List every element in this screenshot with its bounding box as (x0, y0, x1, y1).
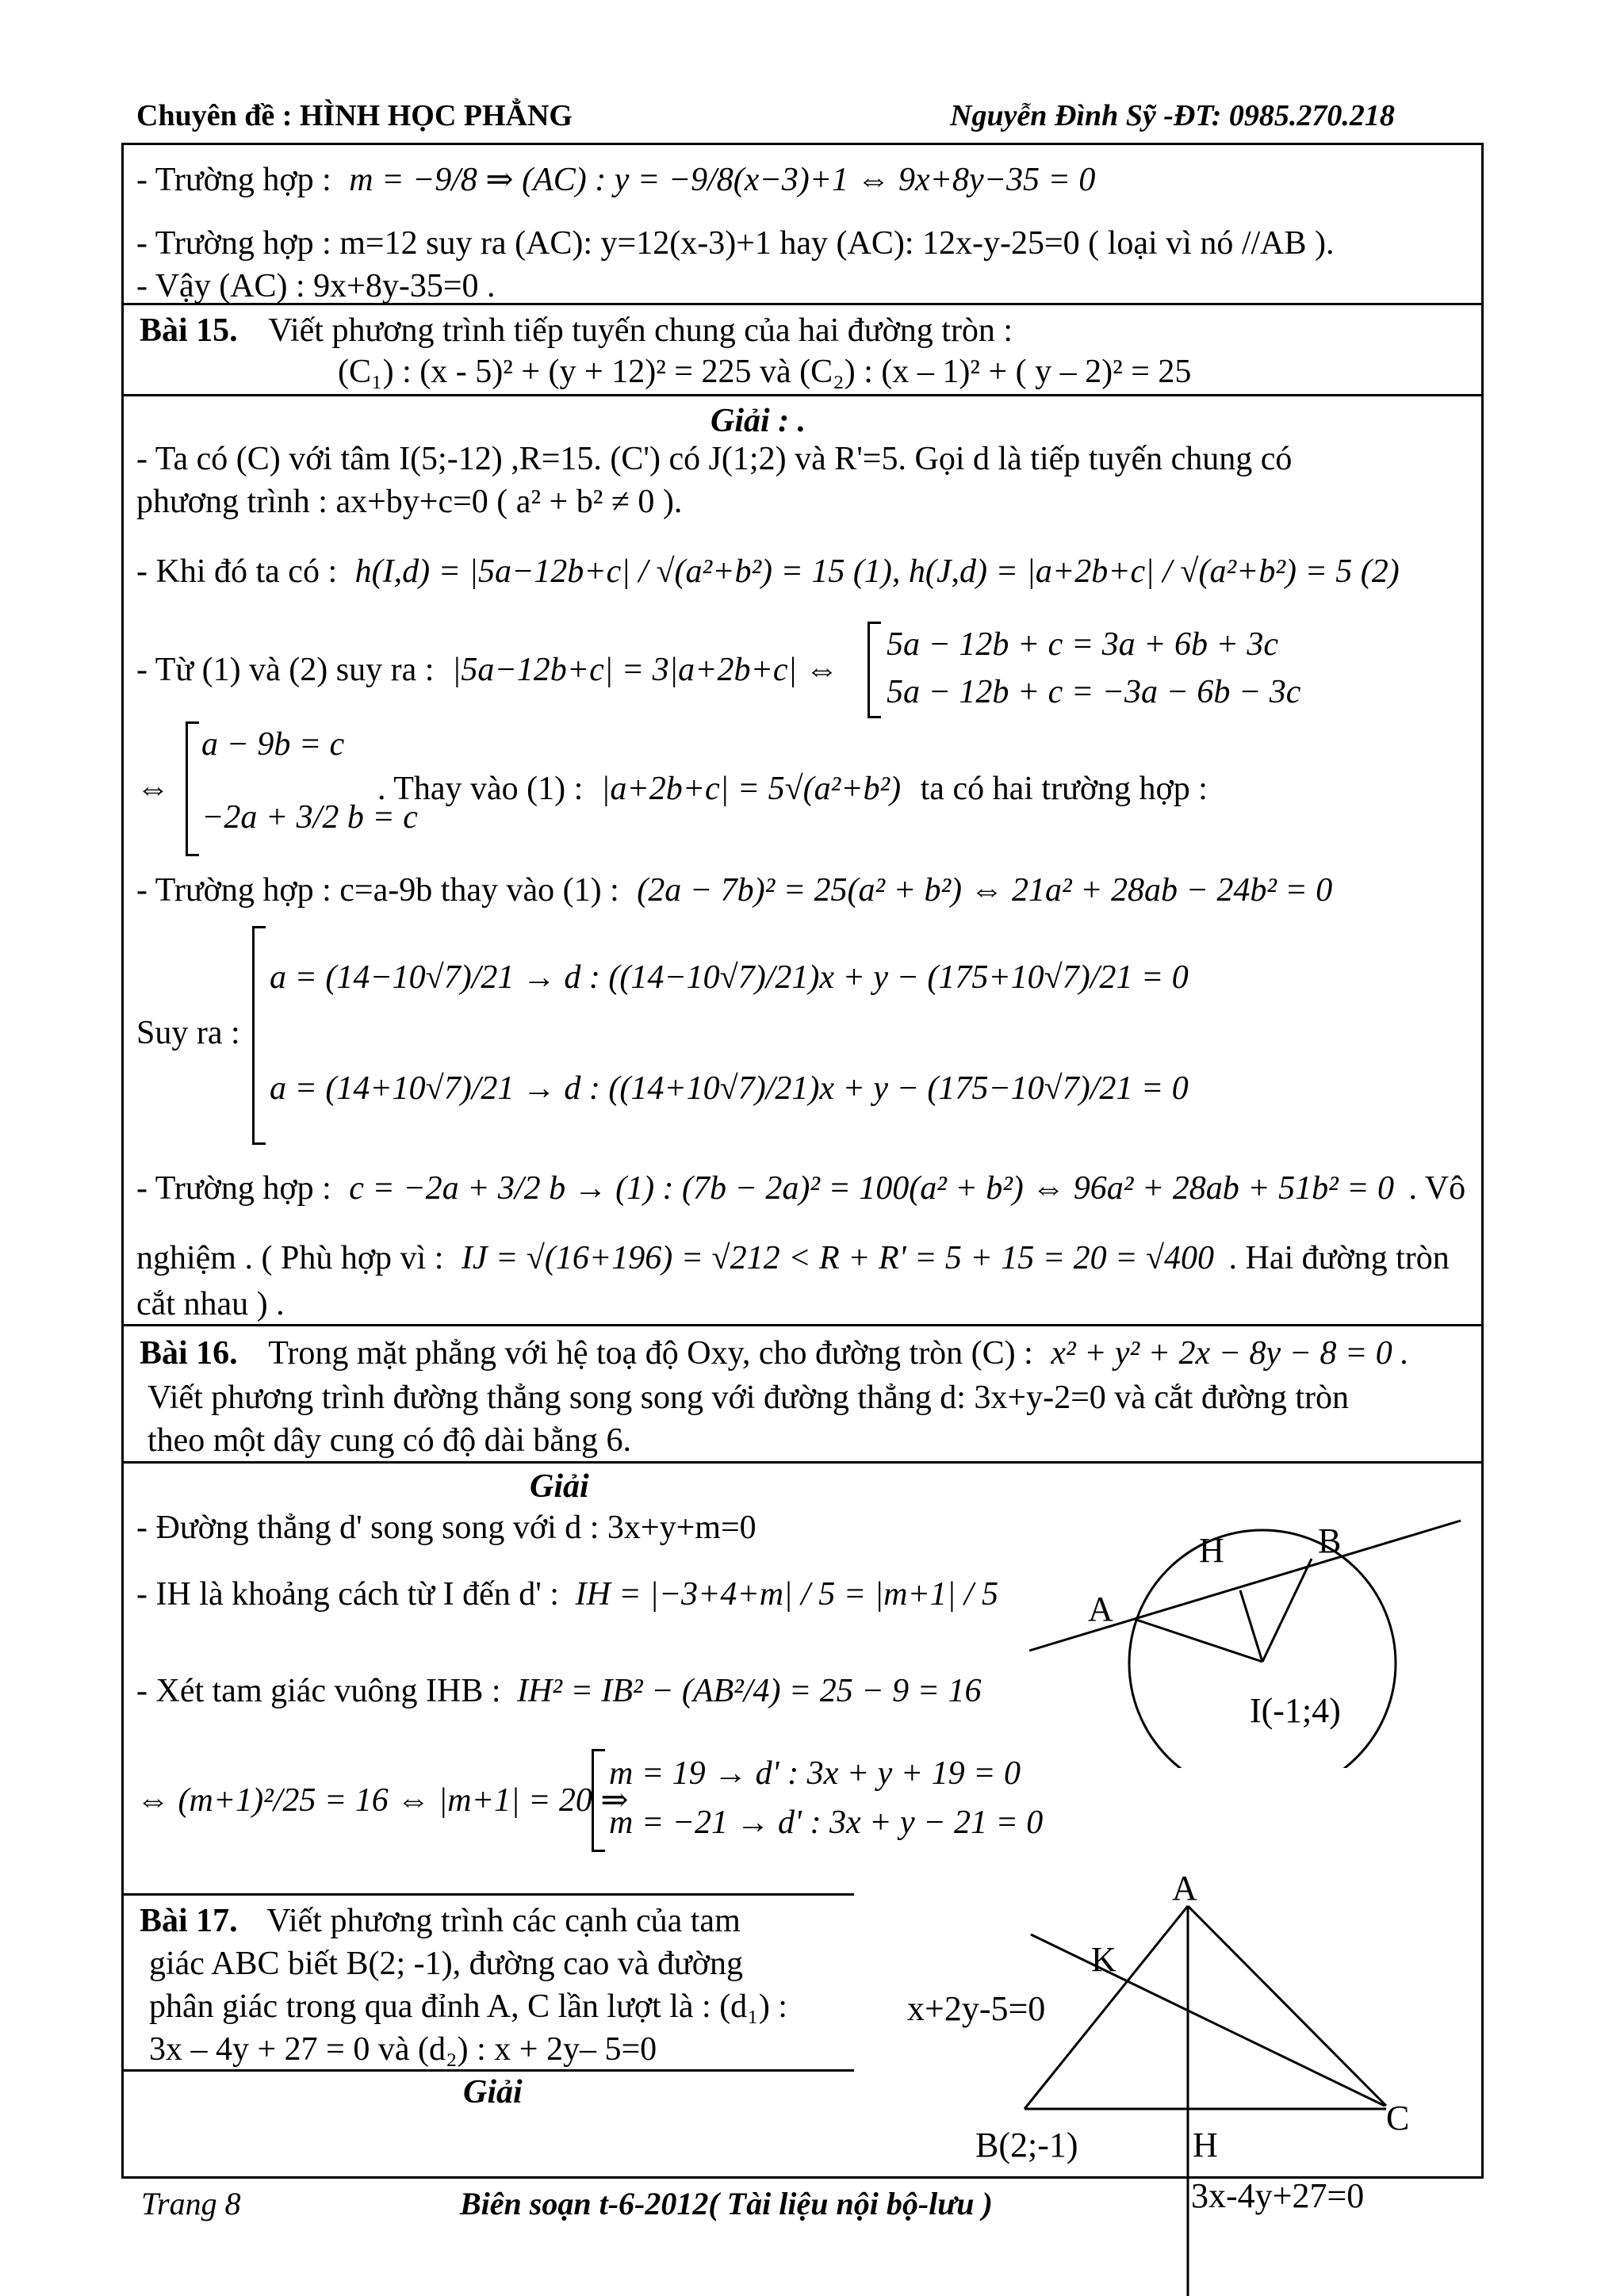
bai16-circle-eq: x² + y² + 2x − 8y − 8 = 0 . (1051, 1335, 1409, 1372)
bai15-line-4 (136, 649, 839, 691)
bai15-line-9: cắt nhau ) . (136, 1286, 285, 1322)
bai16-line-2-text: - IH là khoảng cách từ I đến d' : (136, 1576, 559, 1613)
bai16-result-1: m = 19 → d' : 3x + y + 19 = 0 (609, 1755, 1021, 1792)
bai16-text-1: Trong mặt phẳng với hệ toạ độ Oxy, cho đường tròn (C) : (268, 1335, 1033, 1372)
bai15-line-8 (136, 1237, 1450, 1280)
bai15-distance-math: h(I,d) = |5a−12b+c| / √(a²+b²) = 15 (1), h(J,d) = |a+2b+c| / √(a²+b²) = 5 (2) (354, 553, 1400, 590)
bai17-statement-2: giác ABC biết B(2; -1), đường cao và đường (149, 1946, 743, 1982)
label-line1: x+2y-5=0 (907, 1989, 1046, 2028)
bai15-line-5 (377, 767, 1208, 810)
circle-c (1129, 1530, 1396, 1768)
bai15-system2-2: −2a + 3/2 b = c (201, 799, 418, 836)
bai15-label: Bài 15. (140, 312, 238, 349)
bai15-text: Viết phương trình tiếp tuyến chung của hai đường tròn : (268, 312, 1013, 349)
bai17-text-1: Viết phương trình các cạnh của tam (266, 1903, 741, 1939)
bai16-line-1: - Đường thẳng d' song song với d : 3x+y+m=0 (136, 1510, 756, 1546)
case-line-1 (136, 159, 1095, 201)
bai15-line-8-tail: . Hai đường tròn (1228, 1240, 1450, 1276)
bai15-line-8-text: nghiệm . ( Phù hợp vì : (136, 1240, 444, 1276)
footer-center: Biên soạn t-6-2012( Tài liệu nội bộ-lưu ) (460, 2186, 993, 2221)
bai15-line-6-math: (2a − 7b)² = 25(a² + b²) ⇔ 21a² + 28ab − 24b² = 0 (637, 872, 1333, 909)
bai15-line-2: phương trình : ax+by+c=0 ( a² + b² ≠ 0 ). (136, 484, 683, 520)
label-b: B (1318, 1521, 1342, 1560)
bai17-statement-1 (140, 1900, 741, 1942)
bai15-line-4-math: |5a−12b+c| = 3|a+2b+c| ⇔ (451, 652, 839, 688)
bai15-result-2: a = (14+10√7)/21 → d : ((14+10√7)/21)x + y − (175−10√7)/21 = 0 (270, 1070, 1189, 1107)
header-left: Chuyên đề : HÌNH HỌC PHẲNG (136, 99, 573, 132)
bai15-line-7-tail: . Vô (1408, 1170, 1466, 1207)
bai17-top-rule (121, 1893, 854, 1896)
bai15-line-8-math: IJ = √(16+196) = √212 < R + R' = 5 + 15 = 20 = √400 (461, 1240, 1214, 1276)
label-h: H (1199, 1531, 1224, 1570)
bai15-system-bracket (868, 622, 881, 718)
label-a: A (1088, 1590, 1113, 1628)
bai15-line-7-math: c = −2a + 3/2 b → (1) : (7b − 2a)² = 100(a² + b²) ⇔ 96a² + 28ab + 51b² = 0 (349, 1170, 1394, 1207)
bai17-statement-3: phân giác trong qua đỉnh A, C lần lượt là : (d₁) : (149, 1988, 787, 2025)
side-ab (1025, 1906, 1188, 2109)
case-line-2: - Trường hợp : m=12 suy ra (AC): y=12(x-3)+1 hay (AC): 12x-y-25=0 ( loại vì nó //AB ). (136, 225, 1335, 262)
bai17-triangle-figure (896, 1871, 1451, 2296)
footer-page: Trang 8 (141, 2186, 241, 2221)
bai15-line-1: - Ta có (C) với tâm I(5;-12) ,R=15. (C') có J(1;2) và R'=5. Gọi d là tiếp tuyến chung có (136, 441, 1293, 477)
header-right: Nguyễn Đình Sỹ -ĐT: 0985.270.218 (950, 99, 1395, 132)
bai16-solution-title: Giải (530, 1468, 589, 1505)
label-b2: B(2;-1) (975, 2126, 1078, 2164)
bai15-result-bracket (252, 926, 266, 1145)
bai16-line-2-math: IH = |−3+4+m| / 5 = |m+1| / 5 (575, 1576, 999, 1613)
bai15-solution-title: Giải : . (710, 403, 806, 439)
bai15-suyra: Suy ra : (136, 1015, 240, 1051)
equiv-sign: ⇔ (136, 771, 170, 807)
label-h2: H (1193, 2126, 1218, 2164)
bai16-line-3-text: - Xét tam giác vuông IHB : (136, 1673, 501, 1709)
bai15-system2-1: a − 9b = c (201, 726, 345, 763)
bai15-system-2: 5a − 12b + c = −3a − 6b − 3c (887, 674, 1301, 710)
bai15-statement (140, 309, 1013, 352)
bai15-line-4-text: - Từ (1) và (2) suy ra : (136, 652, 435, 688)
bai16-line-4-math: ⇔ (m+1)²/25 = 16 ⇔ |m+1| = 20 ⇒ (136, 1782, 629, 1819)
bai17-solution-title: Giải (463, 2074, 523, 2110)
label-k: K (1091, 1940, 1116, 1979)
bai16-statement-1 (140, 1332, 1409, 1375)
bai16-statement-2: Viết phương trình đường thẳng song song với đường thẳng d: 3x+y-2=0 và cắt đường tròn (147, 1380, 1349, 1416)
label-i: I(-1;4) (1250, 1691, 1341, 1730)
bai17-statement-4: 3x – 4y + 27 = 0 và (d₂) : x + 2y– 5=0 (149, 2031, 657, 2068)
bai15-result-1: a = (14−10√7)/21 → d : ((14−10√7)/21)x + y − (175+10√7)/21 = 0 (270, 959, 1189, 996)
bai16-line-2 (136, 1573, 998, 1616)
bai16-result-bracket (592, 1749, 605, 1852)
bai17-label: Bài 17. (140, 1903, 238, 1939)
bai15-line-3 (136, 550, 1400, 593)
bai16-line-3-math: IH² = IB² − (AB²/4) = 25 − 9 = 16 (517, 1673, 982, 1709)
bai15-line-3-text: - Khi đó ta có : (136, 553, 338, 590)
bai15-system2-bracket (186, 721, 199, 856)
bai15-line-5-math: |a+2b+c| = 5√(a²+b²) (600, 771, 902, 807)
bai16-line-3 (136, 1670, 981, 1712)
bai15-system-1: 5a − 12b + c = 3a + 6b + 3c (887, 626, 1278, 663)
line-d-prime (1029, 1521, 1461, 1651)
bai15-line-5-text: . Thay vào (1) : (377, 771, 584, 807)
bai16-label: Bài 16. (140, 1335, 238, 1372)
conclusion-line: - Vậy (AC) : 9x+8y-35=0 . (136, 268, 496, 304)
bai16-statement-3: theo một dây cung có độ dài bằng 6. (147, 1422, 632, 1459)
bai15-line-6 (136, 869, 1332, 912)
label-line2: 3x-4y+27=0 (1191, 2176, 1365, 2215)
case-label: - Trường hợp : (136, 162, 331, 198)
side-ac (1188, 1906, 1386, 2106)
bai15-equations: (C₁) : (x - 5)² + (y + 12)² = 225 và (C₂) : (x – 1)² + ( y – 2)² = 25 (338, 354, 1192, 390)
bai15-line-6-text: - Trường hợp : c=a-9b thay vào (1) : (136, 872, 619, 909)
bai15-line-7 (136, 1167, 1465, 1210)
segment-ih (1240, 1590, 1262, 1662)
bisector-line (1031, 1934, 1385, 2106)
label-a2: A (1172, 1871, 1197, 1908)
label-c: C (1386, 2099, 1410, 2137)
case-math: m = −9/8 ⇒ (AC) : y = −9/8(x−3)+1 ⇔ 9x+8y−35 = 0 (349, 162, 1096, 198)
bai15-line-5-tail: ta có hai trường hợp : (920, 771, 1208, 807)
bai15-line-7-text: - Trường hợp : (136, 1170, 331, 1207)
segment-ia (1134, 1619, 1262, 1662)
bai16-circle-figure (1023, 1506, 1483, 1768)
bai16-result-2: m = −21 → d' : 3x + y − 21 = 0 (609, 1804, 1044, 1841)
